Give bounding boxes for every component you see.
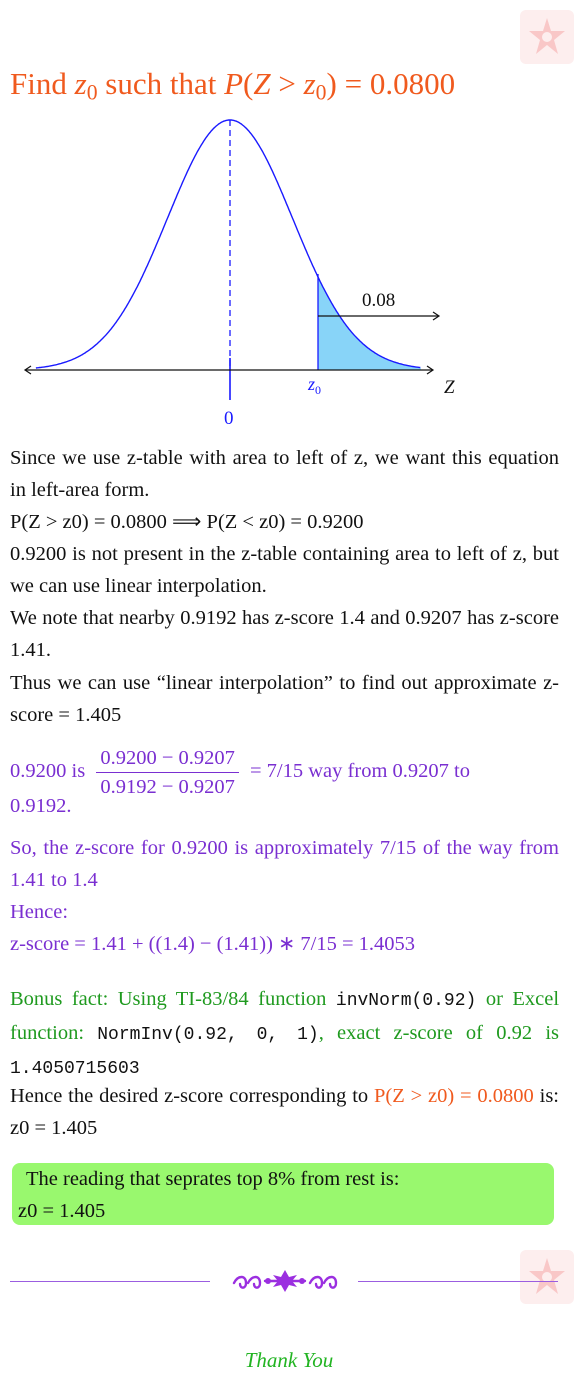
conclusion: Hence the desired z-score corresponding to P(Z > z0) = 0.0800 is: z0 = 1.405: [10, 1085, 559, 1139]
answer-text: The reading that seprates top 8% from rest is:: [26, 1168, 400, 1190]
divider-left: [10, 1281, 210, 1282]
interpolation-line: 0.9200 is $\frac{0.9200 - 0.9207}{0.9192 - 0.9207}$ = 7/15 way from 0.9207 to: [10, 744, 559, 801]
thank-you-text: Thank You: [244, 1348, 334, 1372]
interpolation-fraction: $\frac{0.9200 - 0.9207}{0.9192 - 0.9207}$: [96, 744, 239, 801]
step-2: P(Z > z0) = 0.0800 ⟹ P(Z < z0) = 0.9200: [10, 511, 364, 533]
axis-label: Z: [444, 377, 455, 398]
divider-right: [358, 1281, 558, 1282]
interpolation-summary: So, the z-score for 0.9200 is approximately 7/15 of the way from 1.41 to 1.4: [10, 837, 559, 891]
normal-curve-chart: [0, 108, 578, 433]
area-label: 0.08: [362, 290, 396, 311]
step-1: Since we use z-table with area to left of z, we want this equation in left-area form.: [10, 447, 559, 501]
divider-ornament-icon: [232, 1268, 338, 1294]
normal-curve: [36, 120, 420, 368]
mean-label: 0: [224, 408, 234, 429]
interpolation-line-end: 0.9192.: [10, 795, 72, 817]
z0-label: $z_0$: [308, 374, 322, 397]
watermark-star-icon: [520, 10, 574, 64]
answer-value: z0 = 1.405: [18, 1200, 106, 1222]
step-5: Thus we can use “linear interpolation” to find out approximate z-score = 1.405: [10, 672, 559, 726]
bonus-fact: Bonus fact: Using TI-83/84 function invNorm(0.92) or Excel function: NormInv(0.92, 0, 1), exact z-score of 0.92 is 1.4050715603: [10, 988, 560, 1079]
step-4: We note that nearby 0.9192 has z-score 1.4 and 0.9207 has z-score 1.41.: [10, 607, 559, 661]
answer-box: [12, 1163, 554, 1225]
page-title: Find $z_0$ such that $P(Z > z_0) = 0.0800$: [10, 66, 456, 105]
watermark-star-icon: [520, 1250, 574, 1304]
step-3: 0.9200 is not present in the z-table containing area to left of z, but we can use linear interpolation.: [10, 543, 559, 597]
zscore-formula: z-score = 1.41 + ((1.4) − (1.41)) ∗ 7/15 = 1.4053: [10, 933, 416, 955]
hence-label: Hence:: [10, 901, 69, 923]
